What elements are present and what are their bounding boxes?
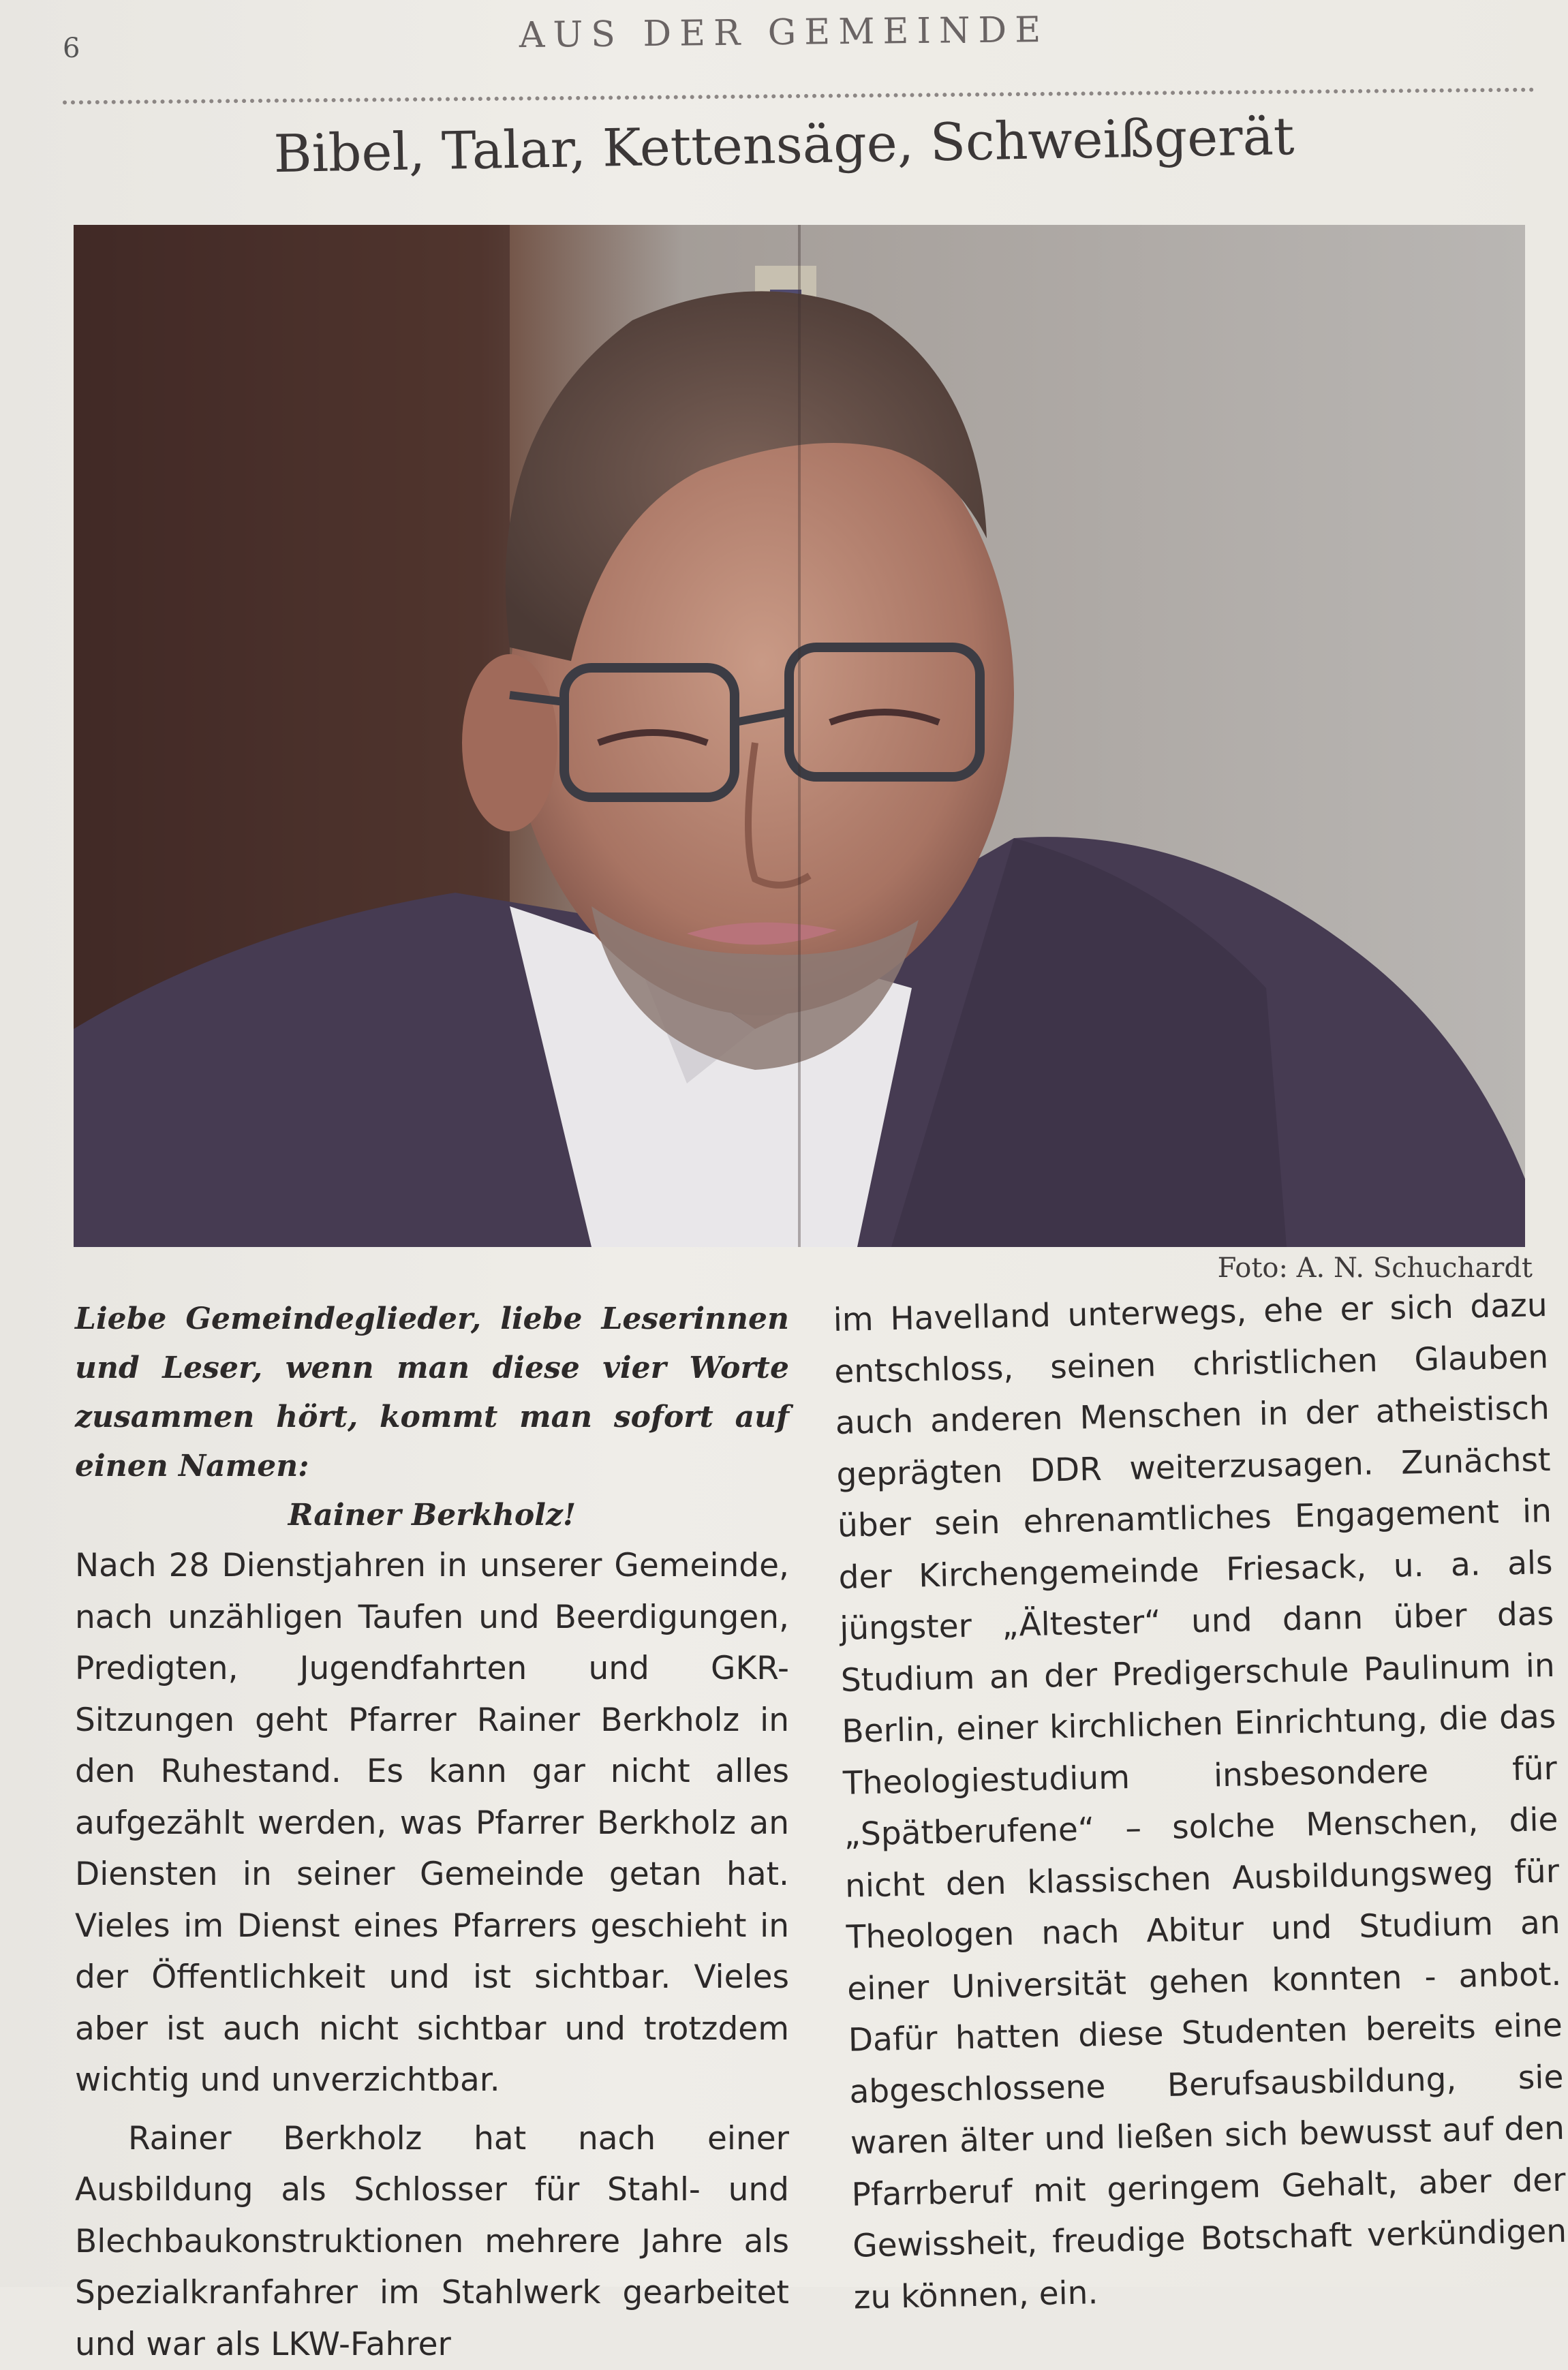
article-intro: Liebe Gemeindeglieder, liebe Leserinnen und Leser, wenn man diese vier Worte zusammen hört, kommt man sofort auf einen Namen: bbox=[75, 1295, 789, 1491]
dotted-divider bbox=[63, 88, 1535, 105]
section-header: AUS DER GEMEINDE bbox=[0, 4, 1568, 61]
portrait-photo bbox=[74, 225, 1525, 1247]
article-paragraph: Nach 28 Dienstjahren in unserer Gemeinde, nach unzähligen Taufen und Beerdigungen, Predigten, Jugendfahrten und GKR-Sitzungen geht Pfarrer Rainer Berkholz in den Ruhestand. Es kann gar nicht alles aufgezählt werden, was Pfarrer Berkholz an Diensten in seiner Gemeinde getan hat. Vieles im Dienst eines Pfarrers geschieht in der Öffentlichkeit und ist sichtbar. Vieles aber ist auch nicht sichtbar und trotzdem wichtig und unverzichtbar. bbox=[75, 1540, 789, 2106]
portrait-illustration bbox=[74, 225, 1525, 1247]
article-title: Bibel, Talar, Kettensäge, Schweißgerät bbox=[0, 101, 1568, 189]
article-paragraph: im Havelland unterwegs, ehe er sich dazu entschloss, seinen christlichen Glauben auch anderen Menschen in der atheistisch geprägten DDR weiterzusagen. Zunächst über sein ehrenamtliches Engagement in der Kirchengemeinde Friesack, u. a. als jüngster „Ältester“ und dann über das Studium an der Predigerschule Paulinum in Berlin, einer kirchlichen Einrichtung, die das Theologiestudium insbesondere für „Spätberufene“ – solche Menschen, die nicht den klassischen Ausbildungsweg für Theologen nach Abitur und Studium an einer Universität gehen konnten - anbot. Dafür hatten diese Studenten bereits eine abgeschlossene Berufsausbildung, sie waren älter und ließen sich bewusst auf den Pfarrberuf mit geringem Gehalt, aber der Gewissheit, freudige Botschaft verkündigen zu können, ein. bbox=[833, 1280, 1568, 2324]
article-intro-name: Rainer Berkholz! bbox=[75, 1491, 789, 1540]
article-column-left bbox=[75, 1295, 789, 2370]
photo-credit: Foto: A. N. Schuchardt bbox=[1218, 1252, 1533, 1284]
page-number: 6 bbox=[63, 33, 80, 64]
article-column-right bbox=[833, 1280, 1568, 2324]
article-paragraph: Rainer Berkholz hat nach einer Ausbildung als Schlosser für Stahl- und Blechbaukonstruktionen mehrere Jahre als Spezialkranfahrer im Stahlwerk gearbeitet und war als LKW-Fahrer bbox=[75, 2113, 789, 2370]
